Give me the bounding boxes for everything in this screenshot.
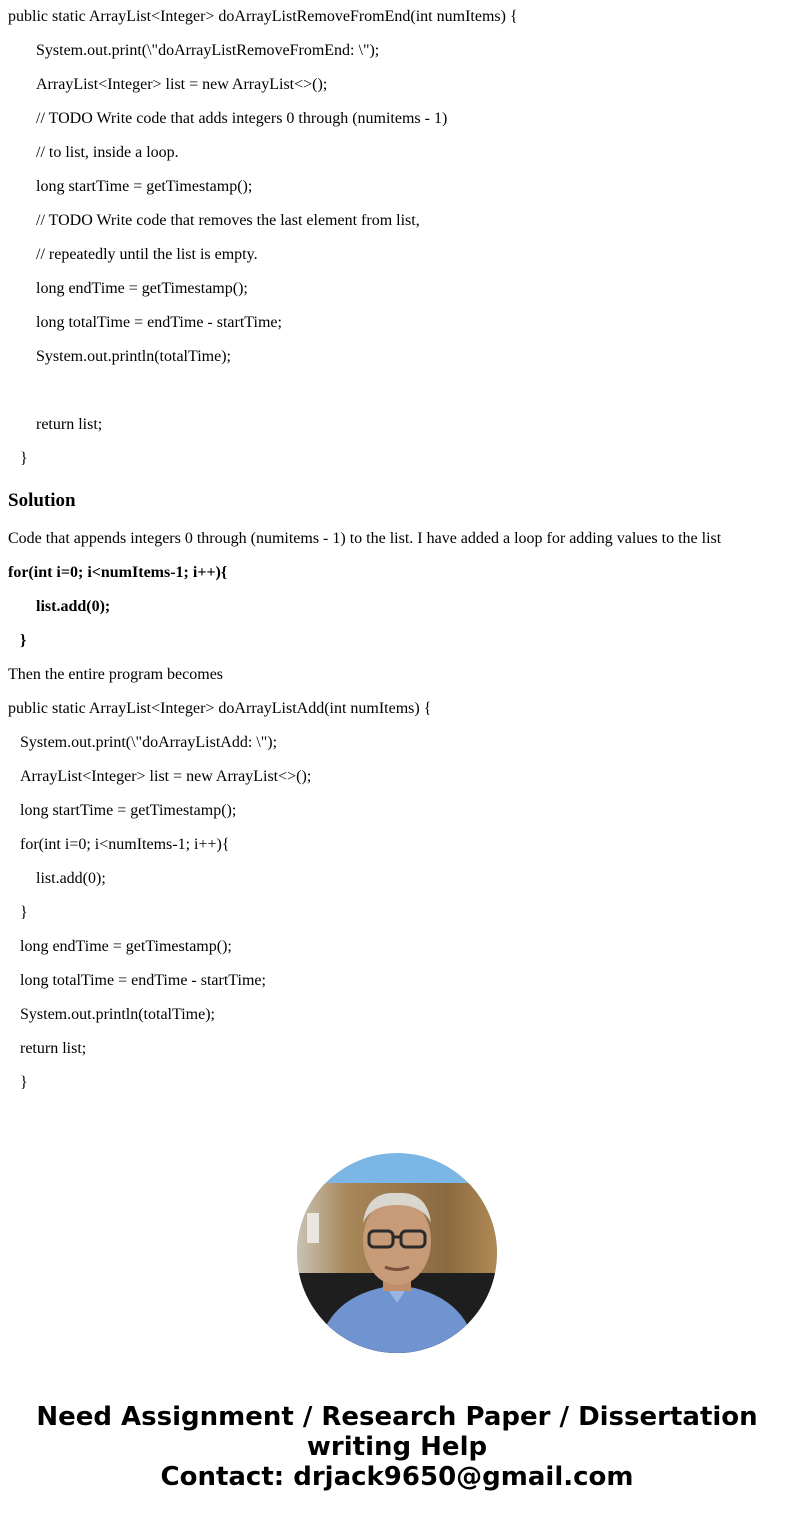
code-line: list.add(0);	[36, 870, 106, 887]
code-line: list.add(0);	[36, 598, 111, 615]
code-line: // repeatedly until the list is empty.	[36, 246, 258, 263]
code-line: // TODO Write code that removes the last element from list,	[36, 212, 420, 229]
code-line: long startTime = getTimestamp();	[36, 178, 253, 195]
code-line: System.out.print(\"doArrayListAdd: \");	[20, 734, 278, 751]
code-line: for(int i=0; i<numItems-1; i++){	[20, 836, 230, 853]
footer-line-1: Need Assignment / Research Paper / Dissertation	[36, 1402, 758, 1432]
footer-contact-banner	[0, 1402, 794, 1492]
code-line: }	[20, 450, 28, 467]
code-line: }	[20, 632, 27, 649]
code-line: long startTime = getTimestamp();	[20, 802, 237, 819]
code-line: System.out.println(totalTime);	[20, 1006, 215, 1023]
code-line: // to list, inside a loop.	[36, 144, 179, 161]
code-line: // TODO Write code that adds integers 0 through (numitems - 1)	[36, 110, 448, 127]
code-line: public static ArrayList<Integer> doArrayListAdd(int numItems) {	[8, 700, 432, 717]
footer-line-2: writing Help	[306, 1432, 488, 1462]
code-line: public static ArrayList<Integer> doArrayListRemoveFromEnd(int numItems) {	[8, 8, 518, 25]
code-line: }	[20, 1074, 28, 1091]
code-line: ArrayList<Integer> list = new ArrayList<>();	[36, 76, 328, 93]
code-line: for(int i=0; i<numItems-1; i++){	[8, 564, 228, 581]
footer-line-3: Contact: drjack9650@gmail.com	[160, 1462, 634, 1492]
code-line: System.out.print(\"doArrayListRemoveFromEnd: \");	[36, 42, 380, 59]
code-line: }	[20, 904, 28, 921]
solution-intro: Code that appends integers 0 through (numitems - 1) to the list. I have added a loop for adding values to the list	[8, 530, 722, 547]
code-line: ArrayList<Integer> list = new ArrayList<>();	[20, 768, 312, 785]
question-code-block	[8, 0, 788, 476]
solution-full-code-block	[8, 692, 788, 1100]
solution-heading: Solution	[8, 490, 76, 511]
code-line: long endTime = getTimestamp();	[36, 280, 248, 297]
solution-transition: Then the entire program becomes	[8, 666, 224, 683]
code-line: return list;	[36, 416, 103, 433]
code-line: long totalTime = endTime - startTime;	[20, 972, 266, 989]
code-line	[8, 374, 788, 408]
code-line: long endTime = getTimestamp();	[20, 938, 232, 955]
document-body	[8, 0, 788, 1100]
author-photo	[297, 1153, 497, 1353]
code-line: long totalTime = endTime - startTime;	[36, 314, 282, 331]
solution-loop-code-block	[8, 556, 788, 658]
code-line: System.out.println(totalTime);	[36, 348, 231, 365]
code-line: return list;	[20, 1040, 87, 1057]
